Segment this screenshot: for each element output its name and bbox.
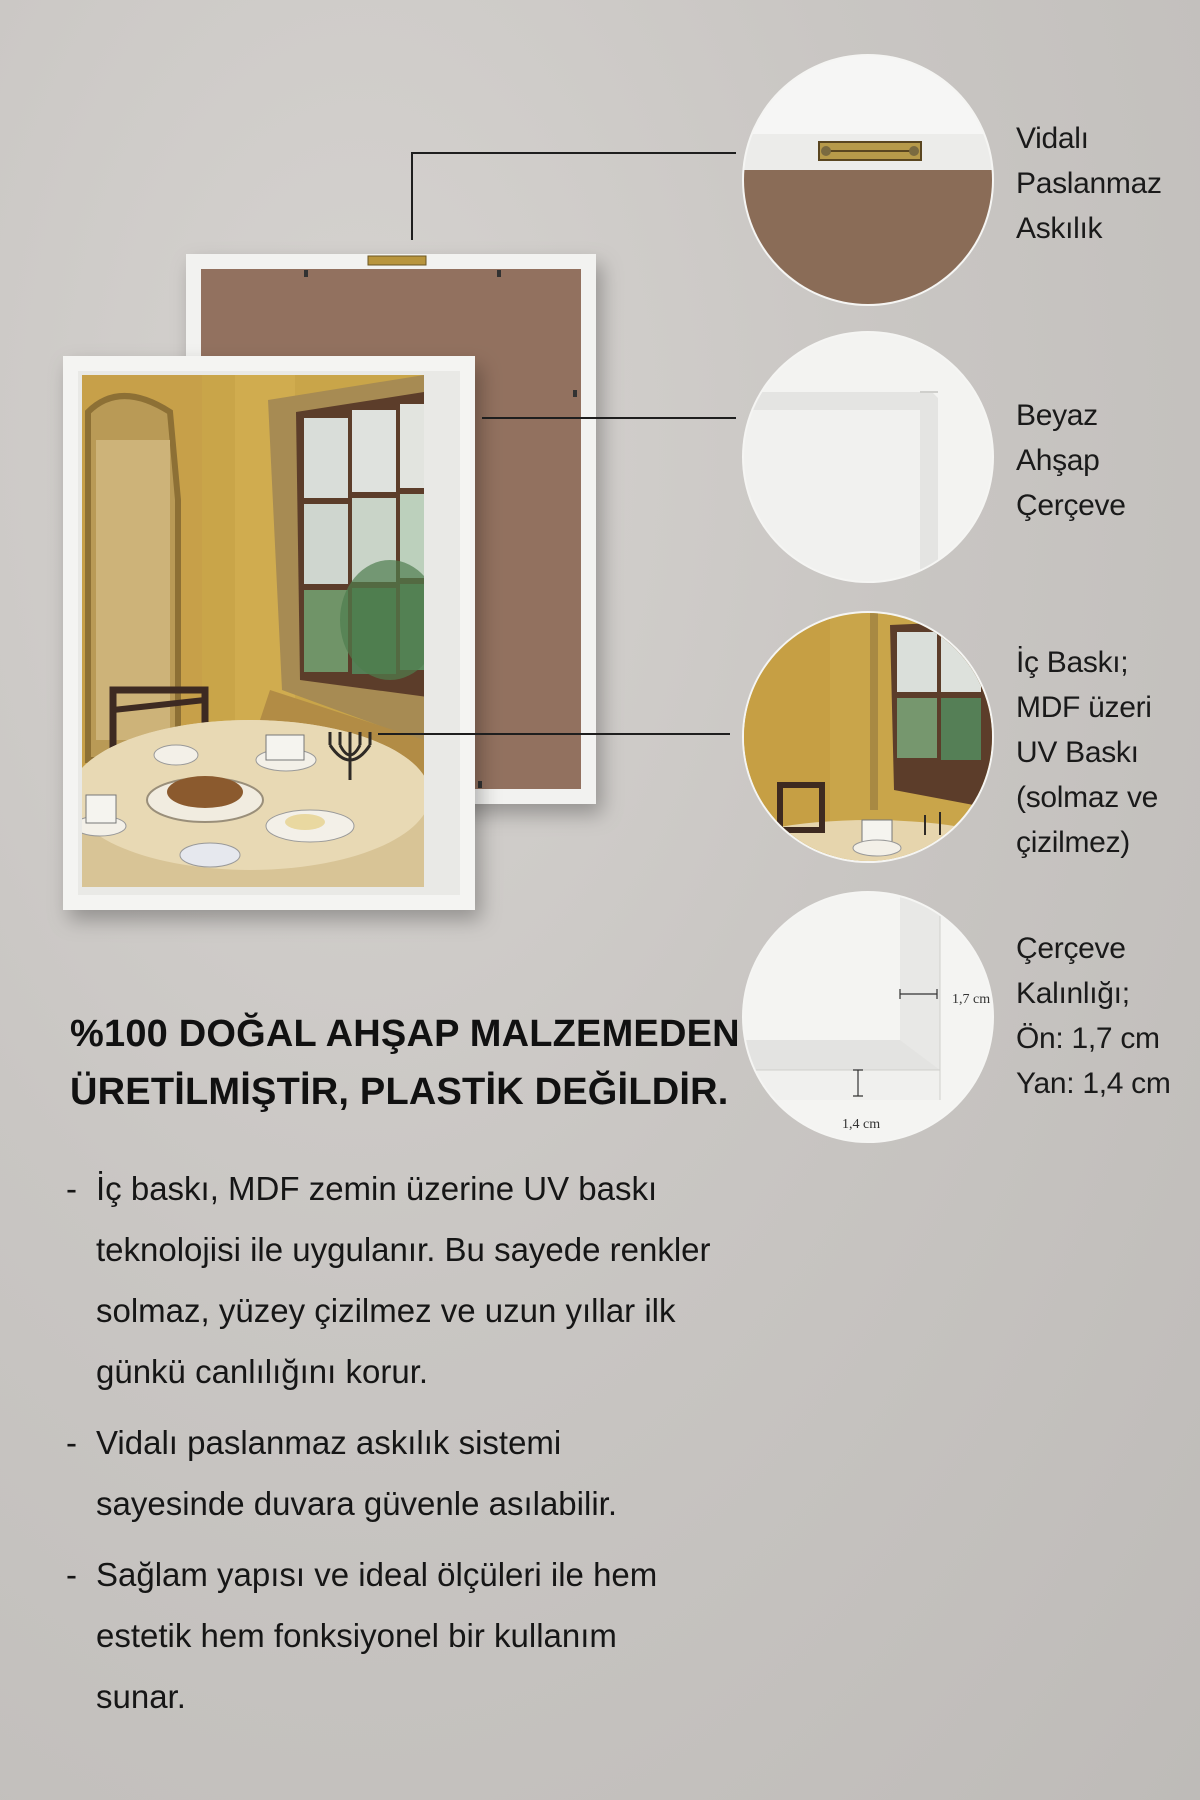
bullet-line: sunar. [96, 1678, 186, 1715]
bullet-line: solmaz, yüzey çizilmez ve uzun yıllar ilk [96, 1292, 676, 1329]
callout-line: MDF üzeri [1016, 691, 1152, 724]
callout-line: çizilmez) [1016, 826, 1130, 859]
side-thickness-label: 1,4 cm [842, 1117, 881, 1132]
callout-line: (solmaz ve [1016, 781, 1159, 814]
callout-hanger [1016, 116, 1196, 251]
bullet-dash: - [66, 1424, 77, 1461]
callout-line: Çerçeve [1016, 489, 1126, 522]
callout-line: UV Baskı [1016, 736, 1139, 769]
detail-circle-print [730, 610, 1010, 880]
bullet-line: İç baskı, MDF zemin üzerine UV baskı [96, 1170, 658, 1207]
detail-circle-frame [740, 330, 1000, 590]
callout-line: Kalınlığı; [1016, 977, 1130, 1010]
callout-line: Ön: 1,7 cm [1016, 1022, 1160, 1055]
callout-line: Askılık [1016, 212, 1103, 245]
callout-line: Çerçeve [1016, 932, 1126, 965]
detail-circle-hanger [740, 50, 1000, 310]
list-item [66, 1544, 806, 1727]
front-thickness-label: 1,7 cm [952, 992, 991, 1007]
bullet-line: Sağlam yapısı ve ideal ölçüleri ile hem [96, 1556, 658, 1593]
callout-line: Vidalı [1016, 122, 1089, 155]
bullet-line: günkü canlılığını korur. [96, 1353, 429, 1390]
callout-line: Yan: 1,4 cm [1016, 1067, 1171, 1100]
headline-line: %100 DOĞAL AHŞAP MALZEMEDEN [70, 1013, 740, 1055]
callout-line: Beyaz [1016, 399, 1098, 432]
list-item [66, 1412, 806, 1534]
bullet-dash: - [66, 1556, 77, 1593]
bullet-line: estetik hem fonksiyonel bir kullanım [96, 1617, 617, 1654]
bullet-dash: - [66, 1170, 77, 1207]
callout-print [1016, 640, 1196, 865]
bullet-line: sayesinde duvara güvenle asılabilir. [96, 1485, 617, 1522]
callout-line: Ahşap [1016, 444, 1100, 477]
bullet-line: teknolojisi ile uygulanır. Bu sayede renkler [96, 1231, 711, 1268]
headline [70, 1005, 790, 1121]
callout-line: İç Baskı; [1016, 646, 1129, 679]
feature-list [66, 1158, 806, 1737]
headline-line: ÜRETİLMİŞTİR, PLASTİK DEĞİLDİR. [70, 1071, 729, 1113]
callout-line: Paslanmaz [1016, 167, 1162, 200]
bullet-line: Vidalı paslanmaz askılık sistemi [96, 1424, 562, 1461]
frame-front-painting [63, 356, 475, 910]
callout-frame [1016, 393, 1196, 528]
list-item [66, 1158, 806, 1402]
hanger-icon [368, 256, 426, 265]
callout-thickness [1016, 926, 1196, 1106]
